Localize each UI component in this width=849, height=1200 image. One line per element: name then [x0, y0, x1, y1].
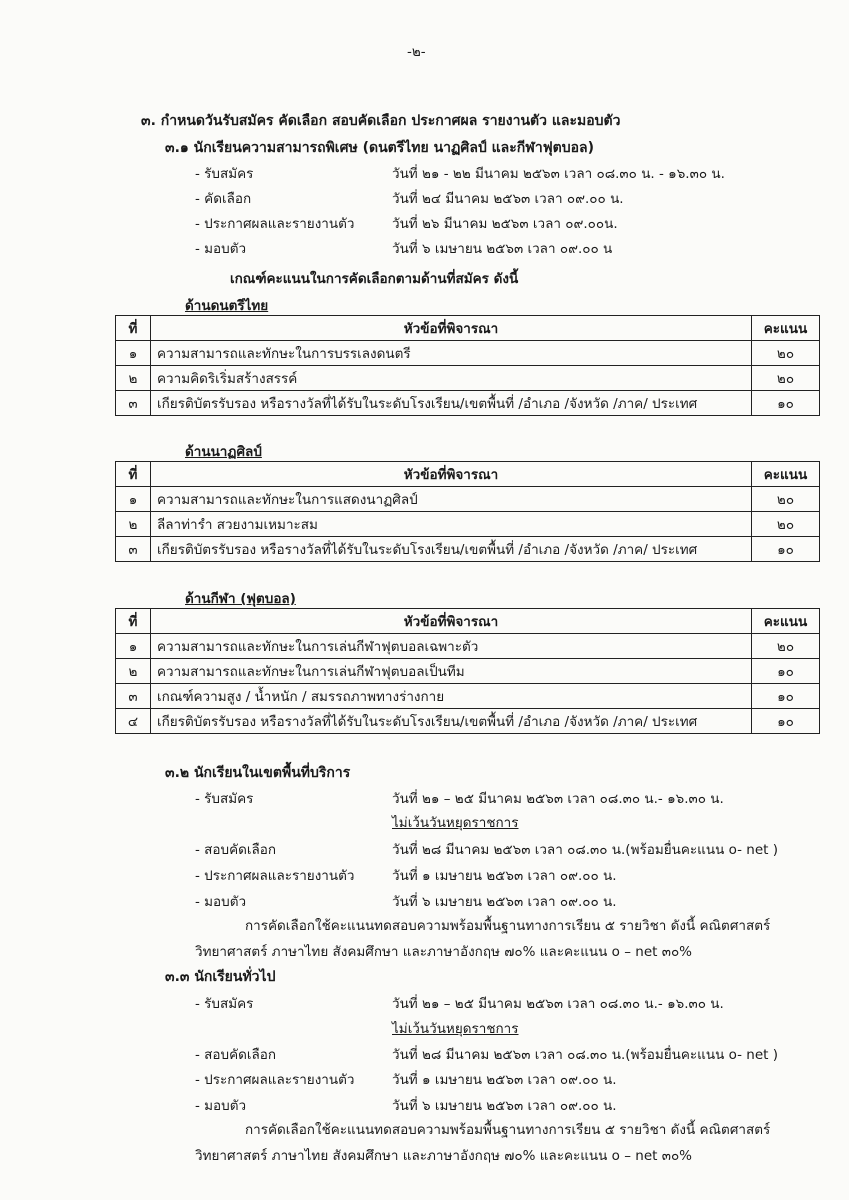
col-header-topic: หัวข้อที่พิจารณา	[151, 462, 752, 487]
s32-value-0: วันที่ ๒๑ – ๒๕ มีนาคม ๒๕๖๓ เวลา ๐๘.๓๐ น.- ๑๖.๓๐ น.	[392, 791, 724, 807]
s33-paragraph-1: การคัดเลือกใช้คะแนนทดสอบความพร้อมพื้นฐานทางการเรียน ๕ รายวิชา ดังนี้ คณิตศาสตร์	[245, 1122, 771, 1138]
row-no: ๑	[116, 634, 151, 659]
row-no: ๓	[116, 537, 151, 562]
s33-label-2: - สอบคัดเลือก	[195, 1047, 277, 1063]
section-3-1-heading: ๓.๑ นักเรียนความสามารถพิเศษ (ดนตรีไทย นาฏศิลป์ และกีฬาฟุตบอล)	[165, 140, 594, 156]
section-3-3-heading: ๓.๓ นักเรียนทั่วไป	[165, 969, 276, 985]
row-no: ๑	[116, 341, 151, 366]
table-row	[116, 391, 820, 416]
s33-label-4: - มอบตัว	[195, 1098, 247, 1114]
s32-paragraph-1: การคัดเลือกใช้คะแนนทดสอบความพร้อมพื้นฐานทางการเรียน ๕ รายวิชา ดังนี้ คณิตศาสตร์	[245, 918, 771, 934]
row-score: ๒๐	[752, 366, 820, 391]
page-number: -๒-	[407, 44, 426, 60]
row-no: ๑	[116, 487, 151, 512]
col-header-score: คะแนน	[752, 316, 820, 341]
s33-label-3: - ประกาศผลและรายงานตัว	[195, 1072, 355, 1088]
row-topic: ลีลาท่ารำ สวยงามเหมาะสม	[151, 512, 752, 537]
s33-value-1: ไม่เว้นวันหยุดราชการ	[392, 1021, 519, 1037]
row-score: ๑๐	[752, 659, 820, 684]
s31-label-1: - คัดเลือก	[195, 191, 252, 207]
s33-value-4: วันที่ ๖ เมษายน ๒๕๖๓ เวลา ๐๙.๐๐ น.	[392, 1098, 617, 1114]
row-no: ๒	[116, 512, 151, 537]
s33-label-0: - รับสมัคร	[195, 996, 254, 1012]
table-title-dance: ด้านนาฏศิลป์	[185, 444, 262, 460]
s31-label-0: - รับสมัคร	[195, 166, 254, 182]
criteria-table-dance	[115, 461, 820, 562]
row-score: ๑๐	[752, 391, 820, 416]
s31-label-3: - มอบตัว	[195, 241, 247, 257]
s32-value-3: วันที่ ๑ เมษายน ๒๕๖๓ เวลา ๐๙.๐๐ น.	[392, 868, 617, 884]
row-no: ๒	[116, 659, 151, 684]
row-no: ๓	[116, 391, 151, 416]
table-title-music: ด้านดนตรีไทย	[185, 298, 269, 314]
s32-label-2: - สอบคัดเลือก	[195, 842, 277, 858]
row-score: ๑๐	[752, 684, 820, 709]
table-row	[116, 684, 820, 709]
table-row	[116, 366, 820, 391]
table-row	[116, 487, 820, 512]
row-topic: ความสามารถและทักษะในการเล่นกีฬาฟุตบอลเฉพาะตัว	[151, 634, 752, 659]
row-no: ๒	[116, 366, 151, 391]
s32-label-4: - มอบตัว	[195, 894, 247, 910]
row-score: ๑๐	[752, 537, 820, 562]
criteria-heading: เกณฑ์คะแนนในการคัดเลือกตามด้านที่สมัคร ดังนี้	[230, 271, 519, 287]
col-header-no: ที่	[116, 462, 151, 487]
row-topic: ความสามารถและทักษะในการบรรเลงดนตรี	[151, 341, 752, 366]
table-row	[116, 512, 820, 537]
row-topic: ความสามารถและทักษะในการแสดงนาฏศิลป์	[151, 487, 752, 512]
row-score: ๒๐	[752, 487, 820, 512]
col-header-score: คะแนน	[752, 462, 820, 487]
s32-label-3: - ประกาศผลและรายงานตัว	[195, 868, 355, 884]
s32-paragraph-2: วิทยาศาสตร์ ภาษาไทย สังคมศึกษา และภาษาอังกฤษ ๗๐% และคะแนน o – net ๓๐%	[195, 944, 693, 960]
row-no: ๓	[116, 684, 151, 709]
col-header-no: ที่	[116, 316, 151, 341]
row-topic: เกณฑ์ความสูง / น้ำหนัก / สมรรถภาพทางร่างกาย	[151, 684, 752, 709]
s31-value-3: วันที่ ๖ เมษายน ๒๕๖๓ เวลา ๐๙.๐๐ น	[392, 241, 613, 257]
s31-value-1: วันที่ ๒๔ มีนาคม ๒๕๖๓ เวลา ๐๙.๐๐ น.	[392, 191, 624, 207]
s33-value-0: วันที่ ๒๑ – ๒๕ มีนาคม ๒๕๖๓ เวลา ๐๘.๓๐ น.- ๑๖.๓๐ น.	[392, 996, 724, 1012]
s31-value-0: วันที่ ๒๑ - ๒๒ มีนาคม ๒๕๖๓ เวลา ๐๘.๓๐ น. - ๑๖.๓๐ น.	[392, 166, 725, 182]
row-topic: ความสามารถและทักษะในการเล่นกีฬาฟุตบอลเป็นทีม	[151, 659, 752, 684]
row-topic: เกียรติบัตรรับรอง หรือรางวัลที่ได้รับในระดับโรงเรียน/เขตพื้นที่ /อำเภอ /จังหวัด /ภาค/ ประเทศ	[151, 709, 752, 734]
s32-value-4: วันที่ ๖ เมษายน ๒๕๖๓ เวลา ๐๙.๐๐ น.	[392, 894, 617, 910]
col-header-no: ที่	[116, 609, 151, 634]
col-header-topic: หัวข้อที่พิจารณา	[151, 316, 752, 341]
row-score: ๒๐	[752, 341, 820, 366]
s32-value-2: วันที่ ๒๘ มีนาคม ๒๕๖๓ เวลา ๐๘.๓๐ น.(พร้อมยื่นคะแนน o- net )	[392, 842, 778, 858]
section-3-2-heading: ๓.๒ นักเรียนในเขตพื้นที่บริการ	[165, 765, 351, 781]
s31-label-2: - ประกาศผลและรายงานตัว	[195, 216, 355, 232]
criteria-table-football	[115, 608, 820, 734]
table-row	[116, 634, 820, 659]
row-score: ๒๐	[752, 634, 820, 659]
s33-value-2: วันที่ ๒๘ มีนาคม ๒๕๖๓ เวลา ๐๘.๓๐ น.(พร้อมยื่นคะแนน o- net )	[392, 1047, 778, 1063]
row-no: ๔	[116, 709, 151, 734]
table-title-football: ด้านกีฬา (ฟุตบอล)	[185, 591, 296, 607]
row-topic: เกียรติบัตรรับรอง หรือรางวัลที่ได้รับในระดับโรงเรียน/เขตพื้นที่ /อำเภอ /จังหวัด /ภาค/ ประเทศ	[151, 537, 752, 562]
row-score: ๑๐	[752, 709, 820, 734]
s33-paragraph-2: วิทยาศาสตร์ ภาษาไทย สังคมศึกษา และภาษาอังกฤษ ๗๐% และคะแนน o – net ๓๐%	[195, 1148, 693, 1164]
table-row	[116, 659, 820, 684]
section-3-heading: ๓. กำหนดวันรับสมัคร คัดเลือก สอบคัดเลือก ประกาศผล รายงานตัว และมอบตัว	[141, 113, 621, 129]
row-topic: ความคิดริเริ่มสร้างสรรค์	[151, 366, 752, 391]
row-score: ๒๐	[752, 512, 820, 537]
col-header-score: คะแนน	[752, 609, 820, 634]
table-row	[116, 709, 820, 734]
table-row	[116, 537, 820, 562]
s31-value-2: วันที่ ๒๖ มีนาคม ๒๕๖๓ เวลา ๐๙.๐๐น.	[392, 216, 618, 232]
criteria-table-music	[115, 315, 820, 416]
table-row	[116, 341, 820, 366]
s32-label-0: - รับสมัคร	[195, 791, 254, 807]
row-topic: เกียรติบัตรรับรอง หรือรางวัลที่ได้รับในระดับโรงเรียน/เขตพื้นที่ /อำเภอ /จังหวัด /ภาค/ ประเทศ	[151, 391, 752, 416]
s33-value-3: วันที่ ๑ เมษายน ๒๕๖๓ เวลา ๐๙.๐๐ น.	[392, 1072, 617, 1088]
s32-value-1: ไม่เว้นวันหยุดราชการ	[392, 815, 519, 831]
col-header-topic: หัวข้อที่พิจารณา	[151, 609, 752, 634]
